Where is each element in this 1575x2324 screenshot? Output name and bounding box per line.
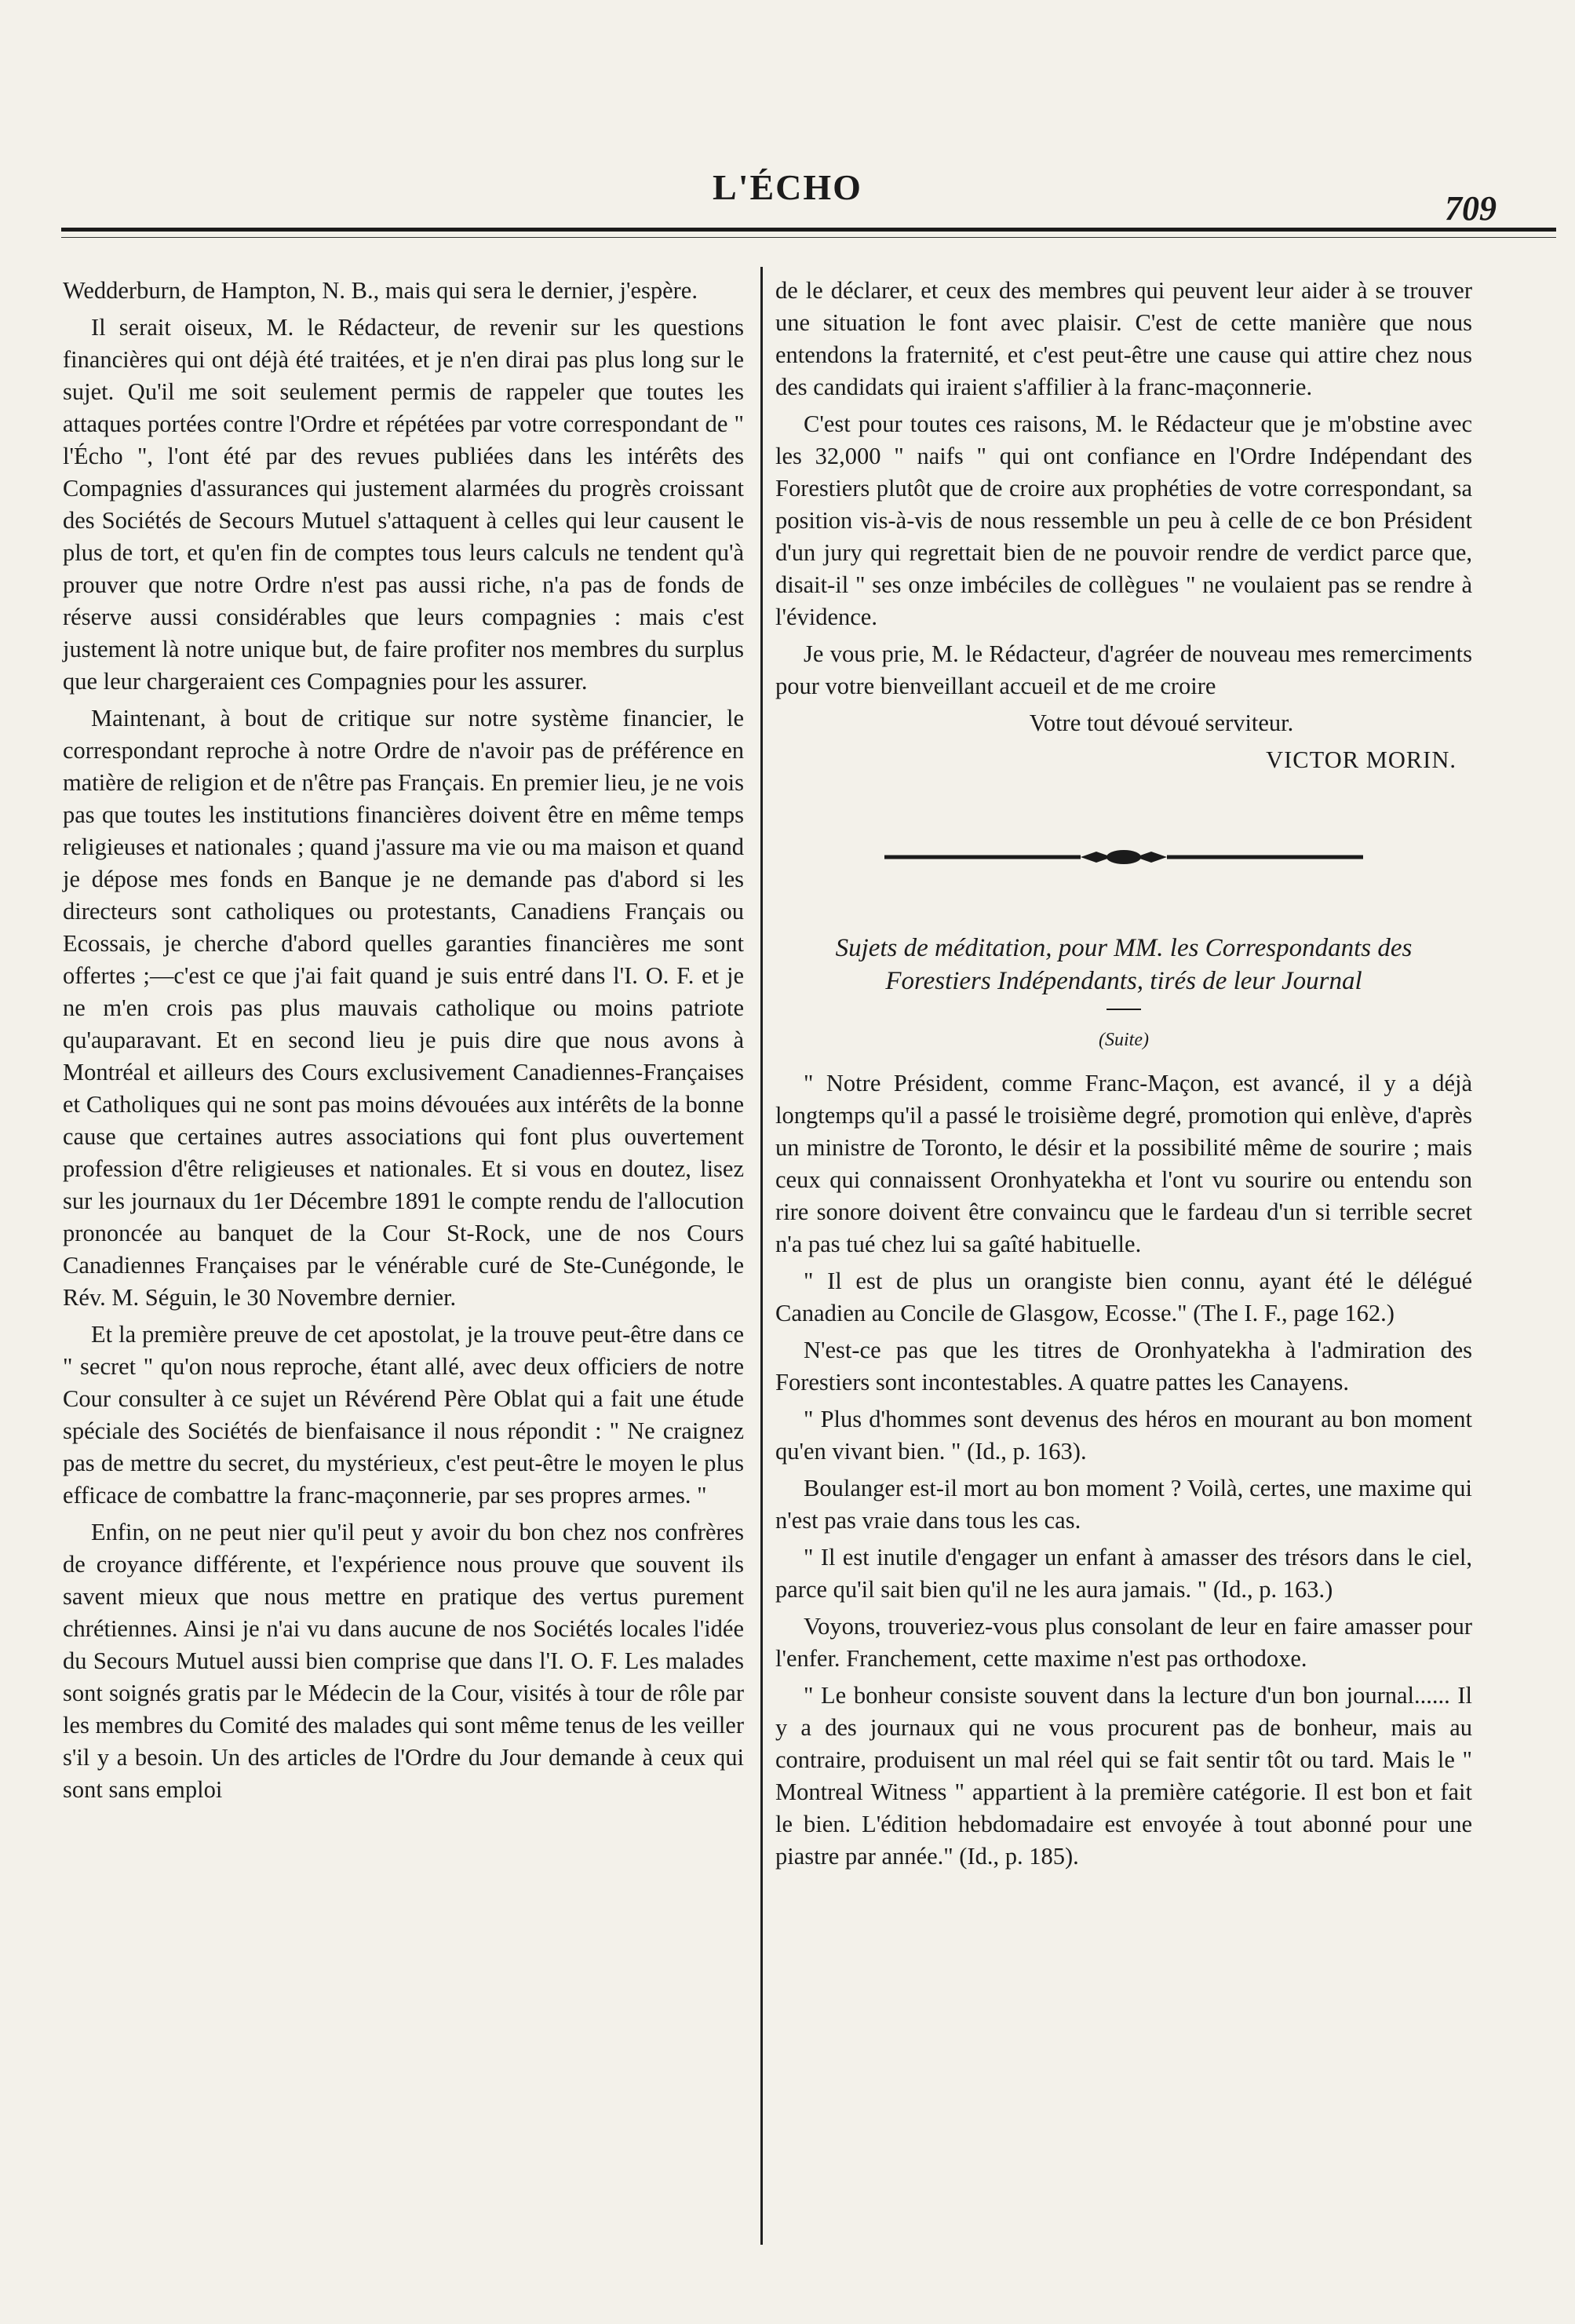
paragraph: " Plus d'hommes sont devenus des héros en mourant au bon moment qu'en vivant bien. " (Id., p. 163). [775, 1406, 1472, 1465]
short-rule [1107, 1009, 1141, 1010]
page-title: L'ÉCHO [713, 167, 862, 207]
paragraph: " Notre Président, comme Franc-Maçon, est avancé, il y a déjà longtemps qu'il a passé le troisième degré, promotion qui enlève, d'après un ministre de Toronto, le désir et la possibilité même de sourire ; mais ceux qui connaissent Oronhyatekha et l'ont vu sourire ou entendu son rire sonore doivent être convaincu que le fardeau d'un si terrible secret n'a pas tué chez lui sa gaîté habituelle. [775, 1070, 1472, 1257]
paragraph: Boulanger est-il mort au bon moment ? Voilà, certes, une maxime qui n'est pas vraie dans tous les cas. [775, 1475, 1472, 1534]
paragraph: " Il est de plus un orangiste bien connu, ayant été le délégué Canadien au Concile de Glasgow, Ecosse." (The I. F., page 162.) [775, 1268, 1472, 1326]
paragraph: C'est pour toutes ces raisons, M. le Rédacteur que je m'obstine avec les 32,000 " naifs " qui ont confiance en l'Ordre Indépendant des Forestiers plutôt que de croire aux prophéties de votre correspondant, sa position vis-à-vis de nous ressemble un peu à celle de ce bon Président d'un jury qui regrettait bien de ne pouvoir rendre de verdict parce que, disait-il " ses onze imbéciles de collègues " ne voulaient pas se rendre à l'évidence. [775, 410, 1472, 630]
paragraph: Enfin, on ne peut nier qu'il peut y avoir du bon chez nos confrères de croyance différente, et l'expérience nous prouve que souvent ils savent mieux que nous mettre en pratique des vertus purement chrétiennes. Ainsi je n'ai vu dans aucune de nos Sociétés locales l'idée du Secours Mutuel aussi bien comprise que dans l'I. O. F. Les malades sont soignés gratis par le Médecin de la Cour, visités à tour de rôle par les membres du Comité des malades qui sont même tenus de les veiller s'il y a besoin. Un des articles de l'Ordre du Jour demande à ceux qui sont sans emploi [63, 1519, 744, 1803]
paragraph: " Le bonheur consiste souvent dans la lecture d'un bon journal...... Il y a des journaux qui ne vous procurent pas de bonheur, mais au contraire, produisent un mal réel qui se fait sentir tôt ou tard. Mais le " Montreal Witness " appartient à la première catégorie. Il est bon et fait le bien. L'édition hebdomadaire est envoyée à tout abonné pour une piastre par année." (Id., p. 185). [775, 1682, 1472, 1870]
paragraph: Voyons, trouveriez-vous plus consolant de leur en faire amasser pour l'enfer. Franchement, cette maxime n'est pas orthodoxe. [775, 1613, 1472, 1672]
paragraph: Wedderburn, de Hampton, N. B., mais qui sera le dernier, j'espère. [63, 277, 698, 304]
section-title: Sujets de méditation, pour MM. les Correspondants des Forestiers Indépendants, tirés de leur Journal [835, 934, 1413, 995]
section-subtitle: (Suite) [1099, 1030, 1149, 1050]
paragraph: Il serait oiseux, M. le Rédacteur, de revenir sur les questions financières qui ont déjà été traitées, et je n'en dirai pas plus long sur le sujet. Qu'il me soit seulement permis de rappeler que toutes les attaques portées contre l'Ordre et répétées par votre correspondant de " l'Écho ", l'ont été par des revues publiées dans les intérêts des Compagnies d'assurances qui justement alarmées du progrès croissant des Sociétés de Secours Mutuel s'attaquent à celles qui leur causent le plus de tort, et qu'en fin de comptes tous leurs calculs ne tendent qu'à prouver que notre Ordre n'est pas aussi riche, n'a pas de fonds de réserve aussi considérables que leurs compagnies : mais c'est justement là notre unique but, de faire profiter nos membres du surplus que leur chargeraient ces Compagnies pour les assurer. [63, 314, 744, 695]
paragraph: de le déclarer, et ceux des membres qui peuvent leur aider à se trouver une situation le font avec plaisir. C'est de cette manière que nous entendons la fraternité, et c'est peut-être une cause qui attire chez nous des candidats qui iraient s'affilier à la franc-maçonnerie. [775, 277, 1472, 400]
paragraph: Je vous prie, M. le Rédacteur, d'agréer de nouveau mes remerciments pour votre bienveillant accueil et de me croire [775, 640, 1472, 699]
paragraph: Maintenant, à bout de critique sur notre système financier, le correspondant reproche à notre Ordre de n'avoir pas de préférence en matière de religion et de n'être pas Français. En premier lieu, je ne vois pas que toutes les institutions financières doivent être en même temps religieuses et nationales ; quand j'assure ma vie ou ma maison et quand je dépose mes fonds en Banque je ne demande pas d'abord si les directeurs sont catholiques ou protestants, Canadiens Français ou Ecossais, je cherche d'abord quelles garanties financières me sont offertes ;—c'est ce que j'ai fait quand je suis entré dans l'I. O. F. et je ne m'en crois pas plus mauvais catholique ou moins patriote qu'auparavant. Et en second lieu je puis dire que nous avons à Montréal et ailleurs des Cours exclusivement Canadiennes-Françaises et Catholiques qui ne sont pas moins dévouées aux intérêts de la bonne cause que certaines autres associations qui font plus ouvertement profession d'être religieuses et nationales. Et si vous en doutez, lisez sur les journaux du 1er Décembre 1891 le compte rendu de l'allocution prononcée au banquet de la Cour St-Rock, une de nos Cours Canadiennes Françaises par le vénérable curé de Ste-Cunégonde, le Rév. M. Séguin, le 30 Novembre dernier. [63, 705, 744, 1311]
signature-closing: Votre tout dévoué serviteur. [1029, 710, 1294, 736]
ornament-divider [884, 844, 1363, 870]
paragraph: Et la première preuve de cet apostolat, je la trouve peut-être dans ce " secret " qu'on nous reproche, étant allé, avec deux officiers de notre Cour consulter à ce sujet un Révérend Père Oblat qui a fait une étude spéciale des Sociétés de bienfaisance il nous répondit : " Ne craignez pas de mettre du secret, du mystérieux, c'est peut-être le moyen le plus efficace de combattre la franc-maçonnerie, par ses propres armes. " [63, 1321, 744, 1509]
left-column [63, 275, 744, 1811]
signature-name: VICTOR MORIN. [1266, 746, 1457, 773]
paragraph: " Il est inutile d'engager un enfant à amasser des trésors dans le ciel, parce qu'il sait bien qu'il ne les aura jamais. " (Id., p. 163.) [775, 1544, 1472, 1603]
column-divider [760, 267, 763, 2245]
page-number: 709 [1445, 189, 1497, 228]
right-column [775, 275, 1472, 1877]
header-rule-thin [61, 237, 1556, 238]
paragraph: N'est-ce pas que les titres de Oronhyatekha à l'admiration des Forestiers sont incontestables. A quatre pattes les Canayens. [775, 1337, 1472, 1395]
header-rule [61, 228, 1556, 232]
